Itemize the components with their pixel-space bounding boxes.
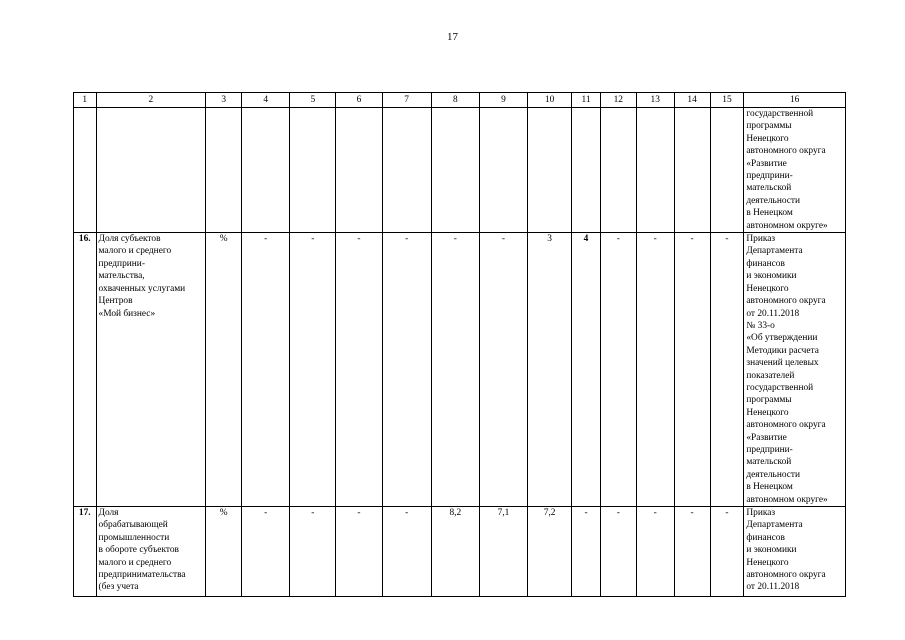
value-cell: -	[290, 233, 336, 507]
header-cell: 6	[336, 93, 382, 108]
value-cell	[674, 108, 710, 233]
header-cell: 16	[744, 93, 846, 108]
table-row	[74, 507, 846, 597]
row-number	[74, 108, 97, 233]
unit-cell	[206, 108, 242, 233]
value-cell: 7,1	[479, 507, 527, 597]
value-cell: -	[479, 233, 527, 507]
row-number: 17.	[74, 507, 97, 597]
value-cell: -	[242, 233, 290, 507]
value-cell: -	[710, 507, 744, 597]
value-cell: -	[600, 507, 636, 597]
value-cell	[242, 108, 290, 233]
indicators-table	[73, 92, 846, 597]
value-cell: -	[382, 507, 431, 597]
value-cell: -	[572, 507, 601, 597]
value-cell	[636, 108, 674, 233]
value-cell	[336, 108, 382, 233]
value-cell: -	[290, 507, 336, 597]
indicator-name: Доля субъектов малого и среднего предприни- мательства, охваченных услугами Центров «Мой бизнес»	[96, 233, 206, 507]
value-cell	[382, 108, 431, 233]
value-cell: -	[382, 233, 431, 507]
header-cell: 11	[572, 93, 601, 108]
value-cell: -	[336, 233, 382, 507]
value-cell: 7,2	[528, 507, 572, 597]
header-cell: 8	[431, 93, 479, 108]
row-number: 16.	[74, 233, 97, 507]
header-cell: 14	[674, 93, 710, 108]
value-cell: 8,2	[431, 507, 479, 597]
header-cell: 15	[710, 93, 744, 108]
value-cell: -	[336, 507, 382, 597]
header-cell: 1	[74, 93, 97, 108]
value-cell	[528, 108, 572, 233]
table-row	[74, 108, 846, 233]
header-cell: 7	[382, 93, 431, 108]
header-cell: 4	[242, 93, 290, 108]
source-document: государственной программы Ненецкого автономного округа «Развитие предприни- мательской деятельности в Ненецком автономном округе»	[744, 108, 846, 233]
value-cell	[479, 108, 527, 233]
value-cell	[431, 108, 479, 233]
value-cell: -	[600, 233, 636, 507]
value-cell: -	[431, 233, 479, 507]
value-cell	[600, 108, 636, 233]
indicator-name	[96, 108, 206, 233]
page-number: 17	[447, 31, 458, 43]
header-cell: 2	[96, 93, 206, 108]
header-cell: 13	[636, 93, 674, 108]
value-cell	[572, 108, 601, 233]
indicator-name: Доля обрабатывающей промышленности в обороте субъектов малого и среднего предпринимательства (без учета	[96, 507, 206, 597]
header-cell: 10	[528, 93, 572, 108]
header-row	[74, 93, 846, 108]
value-cell: -	[636, 233, 674, 507]
value-cell: 3	[528, 233, 572, 507]
table-row	[74, 233, 846, 507]
header-cell: 12	[600, 93, 636, 108]
header-cell: 5	[290, 93, 336, 108]
value-cell: -	[710, 233, 744, 507]
value-cell: -	[674, 233, 710, 507]
source-document: Приказ Департамента финансов и экономики Ненецкого автономного округа от 20.11.2018 № 33-о «Об утверждении Методики расчета значений целевых показателей государственной программы Ненецкого автономного округа «Развитие предприни- мательской деятельности в Ненецком автономном округе»	[744, 233, 846, 507]
value-cell: -	[242, 507, 290, 597]
value-cell: -	[674, 507, 710, 597]
value-cell	[710, 108, 744, 233]
value-cell	[290, 108, 336, 233]
unit-cell: %	[206, 507, 242, 597]
header-cell: 3	[206, 93, 242, 108]
value-cell: 4	[572, 233, 601, 507]
value-cell: -	[636, 507, 674, 597]
header-cell: 9	[479, 93, 527, 108]
source-document: Приказ Департамента финансов и экономики Ненецкого автономного округа от 20.11.2018	[744, 507, 846, 597]
unit-cell: %	[206, 233, 242, 507]
